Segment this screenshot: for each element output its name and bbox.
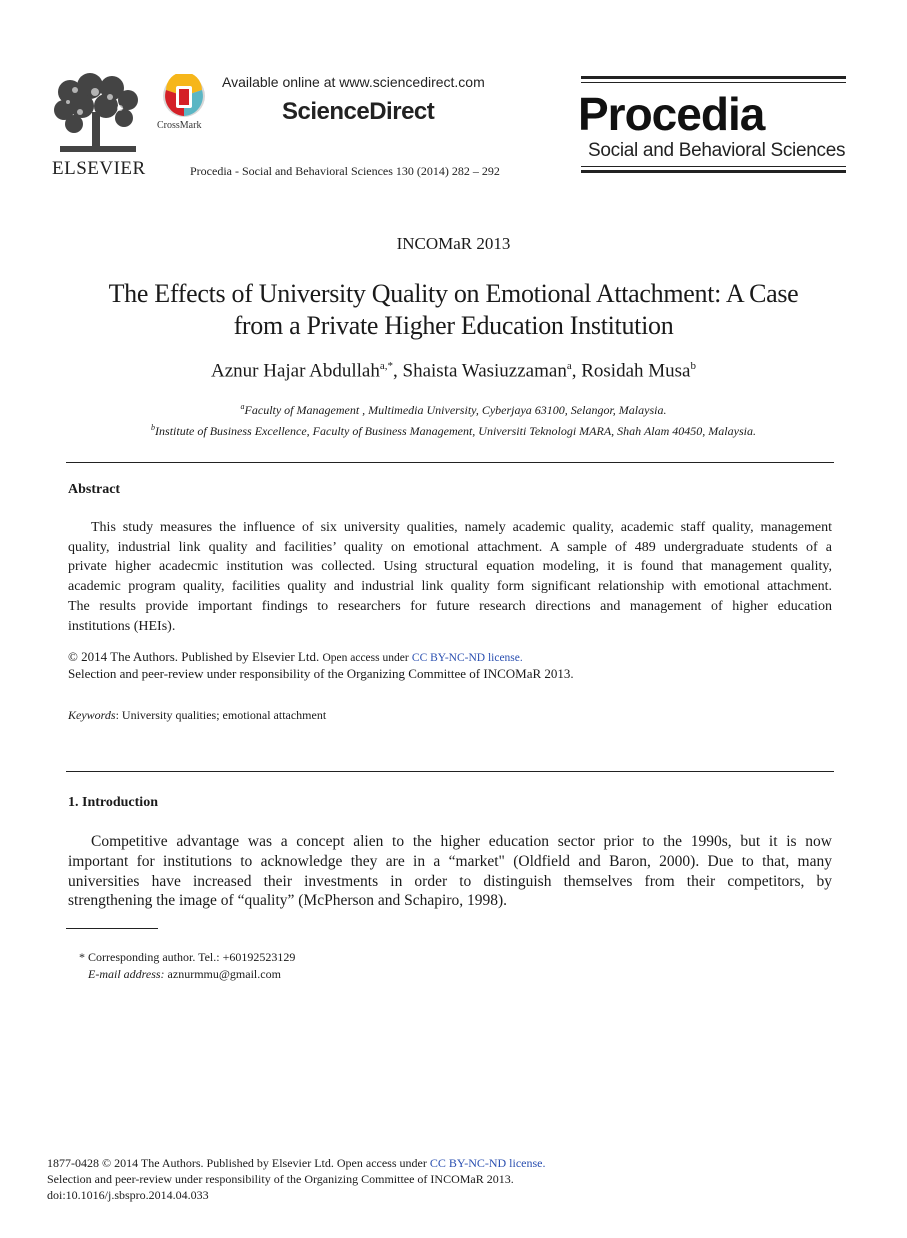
elsevier-wordmark: ELSEVIER — [52, 158, 146, 179]
introduction-line: strengthening the image of “quality” (McPherson and Schapiro, 1998). — [68, 892, 508, 910]
abstract-bottom-rule — [66, 771, 834, 772]
license-link[interactable]: CC BY-NC-ND license. — [411, 652, 523, 664]
procedia-bottom-rule-2 — [581, 170, 846, 173]
footer-open-access: Open access under — [333, 1156, 430, 1170]
corresponding-author: * Corresponding author. Tel.: +60192523129 — [79, 950, 296, 964]
peer-review-line: Selection and peer-review under responsibility of the Organizing Committee of INCOMaR 2013. — [68, 666, 574, 681]
procedia-subtitle: Social and Behavioral Sciences — [588, 140, 846, 161]
abstract-line: This study measures the influence of six university qualities, namely academic quality, academic staff quality, management — [91, 520, 832, 535]
abstract-top-rule — [66, 462, 834, 463]
email-label: E-mail address: — [88, 967, 165, 981]
procedia-bottom-rule-1 — [581, 166, 846, 167]
crossmark-label: CrossMark — [157, 120, 202, 131]
email-line — [88, 967, 281, 982]
copyright-text: © 2014 The Authors. Published by Elsevier Ltd. — [68, 649, 320, 664]
introduction-body — [68, 832, 832, 911]
abstract-body — [68, 518, 832, 636]
author-separator: , — [571, 360, 582, 382]
crossmark-logo[interactable] — [156, 74, 212, 134]
keywords-label: Keywords — [68, 708, 116, 722]
paper-title-line-1: The Effects of University Quality on Emotional Attachment: A Case — [108, 279, 799, 308]
paper-title-line-2: from a Private Higher Education Institution — [233, 311, 674, 340]
procedia-title: Procedia — [578, 88, 765, 140]
abstract-line: private higher acadecmic institution was collected. Using structural equation modeling, it is found that management quality, — [68, 559, 832, 575]
affiliation-text: Institute of Business Excellence, Faculty of Business Management, Universiti Teknologi MARA, Shah Alam 40450, Malaysia. — [155, 424, 756, 438]
open-access-text: Open access under — [322, 652, 409, 664]
author-list — [0, 360, 907, 382]
author-affiliation-mark: b — [690, 360, 696, 372]
elsevier-tree-icon — [50, 72, 146, 158]
affiliation-text: Faculty of Management , Multimedia University, Cyberjaya 63100, Selangor, Malaysia. — [244, 403, 667, 417]
keywords-text: : University qualities; emotional attachment — [115, 708, 327, 722]
affiliation-b — [0, 419, 907, 440]
abstract-heading: Abstract — [68, 482, 121, 497]
elsevier-logo — [50, 72, 146, 180]
copyright-line — [68, 649, 523, 665]
footer-peer-review: Selection and peer-review under responsibility of the Organizing Committee of INCOMaR 2013. — [47, 1172, 514, 1186]
author-affiliation-mark: a,* — [379, 360, 393, 372]
author-affiliation-mark: a — [566, 360, 572, 372]
introduction-line: Competitive advantage was a concept alien to the higher education sector prior to the 1990s, but it is now — [91, 833, 832, 850]
conference-name: INCOMaR 2013 — [396, 234, 511, 253]
affiliation-a — [0, 398, 907, 419]
procedia-top-rule-1 — [581, 76, 846, 79]
introduction-line: important for institutions to acknowledge they are in a “market" (Oldfield and Baron, 2000). Due to that, many — [68, 852, 832, 870]
footer-issn-line — [47, 1156, 546, 1171]
footnote-rule — [66, 928, 158, 929]
affiliation-mark: b — [151, 423, 156, 432]
email-address[interactable]: aznurmmu@gmail.com — [164, 967, 281, 981]
journal-citation: Procedia - Social and Behavioral Sciences 130 (2014) 282 – 292 — [190, 164, 500, 178]
sciencedirect-wordmark[interactable]: ScienceDirect — [282, 98, 435, 125]
abstract-line: The results provide important findings to researchers for future research directions and management of higher education — [68, 598, 832, 614]
footer-copyright: 1877-0428 © 2014 The Authors. Published by Elsevier Ltd. — [47, 1156, 334, 1170]
introduction-line: universities have increased their investments in order to distinguish themselves from their competitors, by — [68, 872, 832, 890]
available-online: Available online at www.sciencedirect.com — [222, 74, 485, 90]
paper-title — [0, 278, 907, 342]
affiliation-list — [0, 398, 907, 440]
crossmark-icon — [156, 74, 212, 122]
author-separator: , — [393, 360, 403, 382]
procedia-top-rule-2 — [581, 82, 846, 83]
author-name[interactable]: Aznur Hajar Abdullah — [211, 360, 380, 382]
abstract-line: institutions (HEIs). — [68, 618, 176, 634]
footer-doi[interactable]: doi:10.1016/j.sbspro.2014.04.033 — [47, 1188, 209, 1202]
footer-license-link[interactable]: CC BY-NC-ND license. — [429, 1156, 546, 1170]
introduction-heading: 1. Introduction — [68, 795, 158, 810]
keywords-line — [68, 708, 326, 723]
author-name[interactable]: Shaista Wasiuzzaman — [402, 360, 567, 382]
author-name[interactable]: Rosidah Musa — [581, 360, 691, 382]
abstract-line: academic program quality, facilities quality and industrial link quality form significant relationship with emotional attachment. — [68, 579, 832, 595]
affiliation-mark: a — [240, 402, 245, 411]
abstract-line: quality, industrial link quality and facilities’ quality on emotional attachment. A sample of 489 undergraduate students of a — [68, 539, 832, 555]
